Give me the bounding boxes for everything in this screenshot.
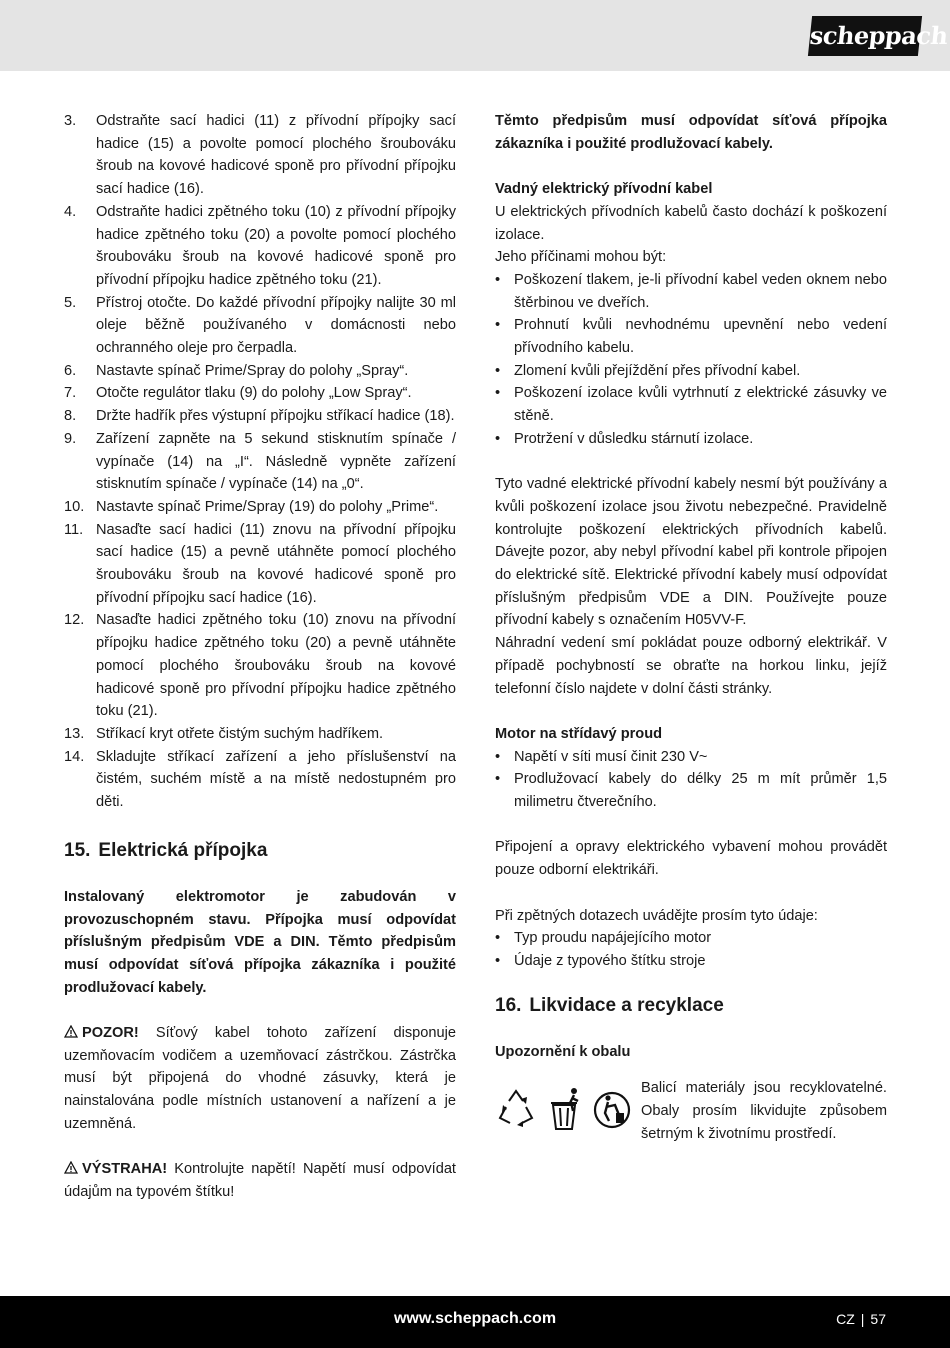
list-item: 8. Držte hadřík přes výstupní přípojku stříkací hadice (18). — [64, 408, 455, 425]
warning-triangle-icon — [64, 1161, 78, 1174]
recycle-icon — [495, 1085, 537, 1135]
list-item: 10. Nastavte spínač Prime/Spray (19) do polohy „Prime“. — [64, 498, 439, 515]
header-bar — [0, 0, 950, 71]
list-item: 7. Otočte regulátor tlaku (9) do polohy „Low Spray“. — [64, 385, 412, 402]
ac-motor-list — [495, 746, 887, 814]
dispose-properly-icon — [591, 1085, 633, 1135]
warning-triangle-icon — [64, 1025, 78, 1038]
list-item: 3. Odstraňte sací hadici (11) z přívodní přípojky sací hadice (15) a povolte pomocí plochého šroubováku šroub na kovové hadicové sponě pro přívodní přípojku sací hadice (16). — [64, 113, 456, 198]
trash-bin-icon — [543, 1085, 585, 1135]
list-item: • Poškození izolace kvůli vytrhnutí z elektrické zásuvky ve stěně. — [495, 382, 887, 427]
footer-url[interactable]: www.scheppach.com — [393, 1310, 557, 1327]
packaging-heading: Upozornění k obalu — [495, 1043, 631, 1060]
packaging-text: Balicí materiály jsou recyklovatelné. Obaly prosím likvidujte způsobem šetrným k životnímu prostředí. — [641, 1080, 887, 1142]
section-heading-electrical: 15. Elektrická přípojka — [64, 839, 268, 861]
list-item: • Poškození tlakem, je-li přívodní kabel veden oknem nebo štěrbinou ve dveřích. — [495, 269, 887, 314]
list-item: • Napětí v síti musí činit 230 V~ — [495, 746, 887, 769]
list-item: 4. Odstraňte hadici zpětného toku (10) z přívodní přípojky hadice zpětného toku (20) a povolte pomocí plochého šroubováku šroub na kovové hadicové sponě pro přívodní přípojku hadice zpětného toku (21). — [64, 203, 456, 288]
inquiry-list — [495, 927, 887, 972]
brand-logo: scheppach — [808, 16, 922, 56]
warning-paragraph: VÝSTRAHA! Kontrolujte napětí! Napětí musí odpovídat údajům na typovém štítku! — [64, 1161, 456, 1200]
list-item: 13. Stříkací kryt otřete čistým suchým hadříkem. — [64, 725, 384, 742]
list-item: • Prohnutí kvůli nevhodnému upevnění nebo vedení přívodního kabelu. — [495, 314, 887, 359]
list-item: 5. Přístroj otočte. Do každé přívodní přípojky nalijte 30 ml oleje běžně používaného v domácnosti nebo ochranného oleje pro čerpadla. — [64, 294, 456, 357]
list-item: 14. Skladujte stříkací zařízení a jeho příslušenství na čistém, suchém místě a na místě nedostupném pro děti. — [64, 748, 456, 811]
left-column — [64, 110, 456, 1204]
inquiry-paragraph: Při zpětných dotazech uvádějte prosím tyto údaje: — [495, 907, 818, 924]
list-item: • Prodlužovací kabely do délky 25 m mít průměr 1,5 milimetru čtverečního. — [495, 768, 887, 813]
packaging-notice — [495, 1077, 887, 1145]
faulty-cable-heading: Vadný elektrický přívodní kabel — [495, 181, 713, 198]
connection-paragraph: Připojení a opravy elektrického vybavení mohou provádět pouze odborní elektrikáři. — [495, 839, 887, 879]
list-item: 9. Zařízení zapněte na 5 sekund stisknutím spínače / vypínače (14) na „I“. Následně vypněte zařízení stisknutím spínače / vypínače (14) na „0“. — [64, 430, 456, 493]
list-item: • Zlomení kvůli přejíždění přes přívodní kabel. — [495, 360, 887, 383]
section-heading-disposal: 16. Likvidace a recyklace — [495, 994, 724, 1016]
faulty-cable-text: U elektrických přívodních kabelů často dochází k poškození izolace. — [495, 203, 887, 243]
causes-list — [495, 269, 887, 451]
caution-paragraph: POZOR! Síťový kabel tohoto zařízení disponuje uzemňovacím vodičem a uzemňovací zástrčkou. Zástrčka musí být připojená do vhodné zásuvky, která je nainstalována podle místních ustanovení a nařízení a je uzemněná. — [64, 1025, 456, 1132]
replacement-paragraph: Náhradní vedení smí pokládat pouze odborný elektrikář. V případě pochybností se obraťte na horkou linku, jejíž telefonní číslo najdete v dolní části stránky. — [495, 635, 887, 697]
ac-motor-heading: Motor na střídavý proud — [495, 725, 663, 742]
list-item: 12. Nasaďte hadici zpětného toku (10) znovu na přívodní přípojku hadice zpětného toku (20) a pevně utáhněte pomocí plochého šroubováku šroub na kovové hadicové sponě pro přívodní přípojku hadice zpětného toku (21). — [64, 612, 456, 720]
footer-bar — [0, 1296, 950, 1348]
list-item: • Typ proudu napájejícího motor — [495, 927, 887, 950]
list-item: • Protržení v důsledku stárnutí izolace. — [495, 428, 887, 451]
regulations-intro: Těmto předpisům musí odpovídat síťová přípojka zákazníka i použité prodlužovací kabely. — [495, 113, 887, 152]
cleaning-steps-list — [64, 110, 456, 814]
list-item: • Údaje z typového štítku stroje — [495, 950, 887, 973]
list-item: 6. Nastavte spínač Prime/Spray do polohy „Spray“. — [64, 362, 409, 379]
right-column — [495, 110, 887, 1145]
causes-lead: Jeho příčinami mohou být: — [495, 249, 667, 266]
page-indicator: CZ | 57 — [836, 1311, 886, 1327]
electrical-intro: Instalovaný elektromotor je zabudován v provozuschopném stavu. Přípojka musí odpovídat příslušným předpisům VDE a DIN. Těmto předpisům musí odpovídat síťová přípojka zákazníka i použité prodlužovací kabely. — [64, 888, 456, 996]
faulty-cable-paragraph: Tyto vadné elektrické přívodní kabely nesmí být používány a kvůli poškození izolace jsou životu nebezpečné. Pravidelně kontrolujte poškození elektrických přívodních kabelů. Dávejte pozor, aby nebyl přívodní kabel při kontrole připojen do elektrické sítě. Elektrické přívodní kabely musí odpovídat příslušným předpisům VDE a DIN. Používejte pouze přívodní kabely s označením H05VV-F. — [495, 476, 887, 629]
list-item: 11. Nasaďte sací hadici (11) znovu na přívodní přípojku sací hadice (15) a pevně utáhněte pomocí plochého šroubováku šroub na kovové hadicové sponě pro přívodní přípojku sací hadice (16). — [64, 521, 456, 606]
disposal-icons — [495, 1077, 641, 1135]
